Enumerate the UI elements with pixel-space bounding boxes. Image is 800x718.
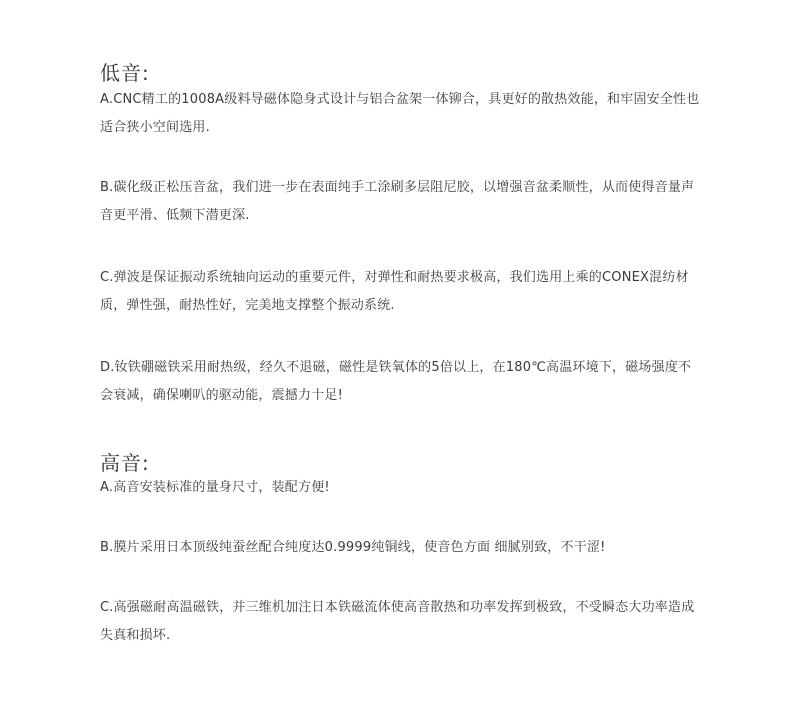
- bass-item-a: A.CNC精工的1008A级料导磁体隐身式设计与铝合盆架一体铆合，具更好的散热效能，和牢固安全性也适合狭小空间选用.: [100, 92, 700, 135]
- bass-item-b: B.碳化级正松压音盆，我们进一步在表面纯手工涂刷多层阻尼胶，以增强音盆柔顺性，从而使得音量声音更平滑、低频下潜更深.: [100, 180, 695, 223]
- bass-section-title: 低音:: [100, 61, 150, 85]
- treble-item-c: C.高强磁耐高温磁铁，并三维机加注日本铁磁流体使高音散热和功率发挥到极致，不受瞬态大功率造成失真和损坏.: [100, 600, 695, 643]
- treble-item-a: A.高音安装标准的量身尺寸，装配方便!: [100, 480, 330, 495]
- treble-item-b: B.膜片采用日本顶级纯蚕丝配合纯度达0.9999纯铜线，使音色方面 细腻别致，不干涩!: [100, 540, 606, 555]
- bass-item-c: C.弹波是保证振动系统轴向运动的重要元件，对弹性和耐热要求极高，我们选用上乘的CONEX混纺材质，弹性强，耐热性好，完美地支撑整个振动系统.: [100, 270, 689, 313]
- bass-item-d: D.钕铁硼磁铁采用耐热级，经久不退磁，磁性是铁氧体的5倍以上，在180℃高温环境下，磁场强度不会衰减，确保喇叭的驱动能，震撼力十足!: [100, 360, 692, 403]
- treble-section-title: 高音:: [100, 451, 150, 475]
